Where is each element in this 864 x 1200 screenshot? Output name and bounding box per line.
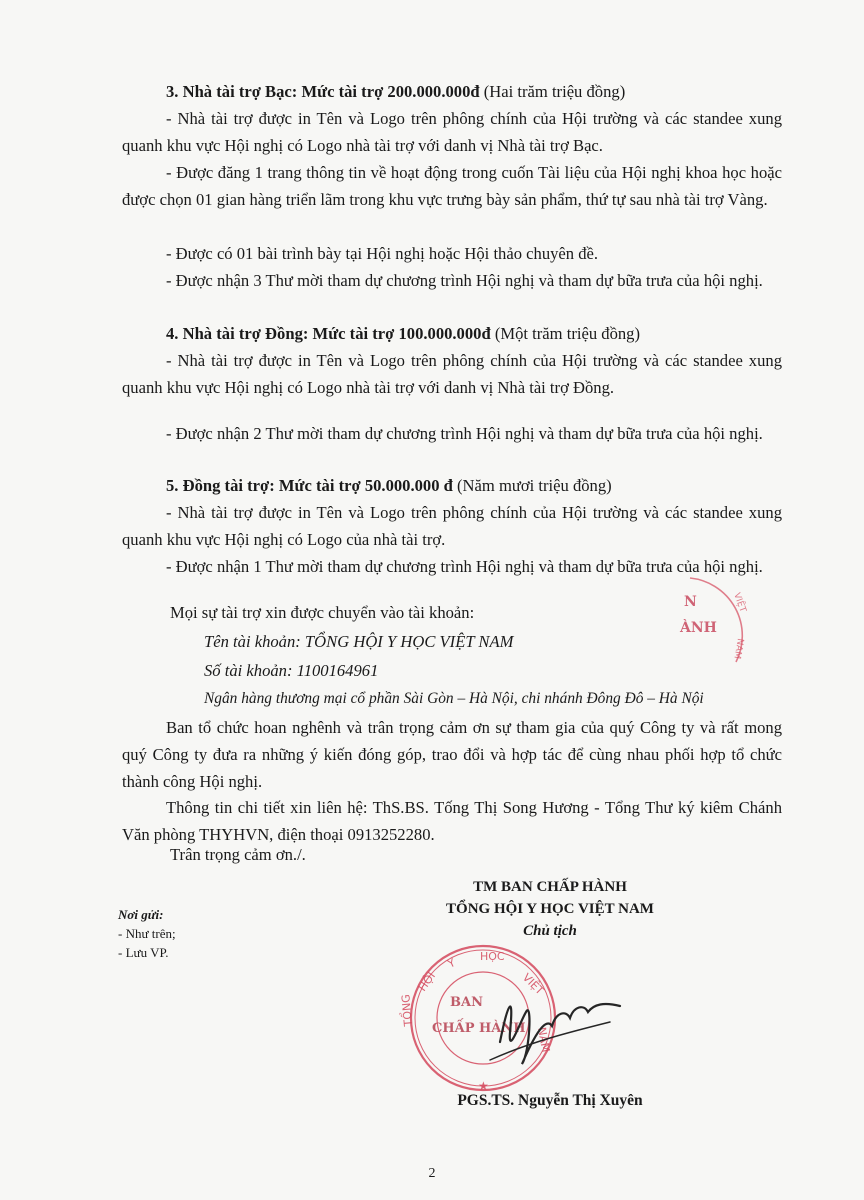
account-number: Số tài khoản: 1100164961 (204, 661, 379, 680)
handwritten-signature (470, 982, 630, 1072)
signature-line-3: Chủ tịch (523, 923, 577, 939)
section-4-heading: 4. Nhà tài trợ Đồng: Mức tài trợ 100.000.000đ (Một trăm triệu đồng) (166, 324, 640, 343)
recipients-title: Nơi gửi: (118, 907, 164, 922)
svg-text:TỔNG: TỔNG (399, 993, 415, 1027)
svg-text:★: ★ (478, 1079, 489, 1093)
section-3-item-1: - Nhà tài trợ được in Tên và Logo trên phông chính của Hội trường và các standee xung quanh khu vực Hội nghị có Logo nhà tài trợ với danh vị Nhà tài trợ Bạc. (122, 109, 782, 155)
seal-center-1: BAN (450, 995, 483, 1010)
recipients (118, 905, 176, 962)
svg-text:ÀNH: ÀNH (680, 620, 717, 636)
partial-seal (660, 566, 760, 676)
svg-text:VIỆT: VIỆT (519, 970, 547, 998)
recipient-item: - Lưu VP. (118, 945, 169, 960)
section-4-item-2: - Được nhận 2 Thư mời tham dự chương trình Hội nghị và tham dự bữa trưa của hội nghị. (166, 424, 763, 443)
thanks-paragraph: Ban tổ chức hoan nghênh và trân trọng cảm ơn sự tham gia của quý Công ty và rất mong quý Công ty đưa ra những ý kiến đóng góp, trao đổi và hợp tác để cùng nhau phối hợp tổ chức thành công Hội nghị. (122, 718, 782, 791)
section-3-item-3: - Được có 01 bài trình bày tại Hội nghị hoặc Hội thảo chuyên đề. (166, 244, 599, 263)
svg-text:NAM: NAM (731, 637, 745, 660)
bank-name: Ngân hàng thương mại cổ phần Sài Gòn – Hà Nội, chi nhánh Đông Đô – Hà Nội (204, 690, 704, 707)
contact-paragraph: Thông tin chi tiết xin liên hệ: ThS.BS. Tống Thị Song Hương - Tổng Thư ký kiêm Chánh Văn phòng THYHVN, điện thoại 0913252280. (122, 798, 782, 844)
recipient-item: - Như trên; (118, 926, 176, 941)
section-5-heading: 5. Đồng tài trợ: Mức tài trợ 50.000.000 đ (Năm mươi triệu đồng) (166, 476, 612, 495)
svg-text:NAM: NAM (535, 1026, 553, 1054)
signature-line-1: TM BAN CHẤP HÀNH (473, 879, 627, 895)
section-3-item-2: - Được đăng 1 trang thông tin về hoạt động trong cuốn Tài liệu của Hội nghị khoa học hoặc được chọn 01 gian hàng triển lãm trong khu vực trưng bày sản phẩm, thứ tự sau nhà tài trợ Vàng. (122, 163, 782, 209)
section-3-heading: 3. Nhà tài trợ Bạc: Mức tài trợ 200.000.000đ (Hai trăm triệu đồng) (166, 82, 626, 101)
regards: Trân trọng cảm ơn./. (170, 845, 306, 864)
signer-name: PGS.TS. Nguyễn Thị Xuyên (457, 1092, 643, 1109)
page-number: 2 (428, 1166, 436, 1181)
section-5-item-2: - Được nhận 1 Thư mời tham dự chương trình Hội nghị và tham dự bữa trưa của hội nghị. (166, 557, 763, 576)
svg-text:HỘI: HỘI (415, 969, 439, 994)
section-4-item-1: - Nhà tài trợ được in Tên và Logo trên phông chính của Hội trường và các standee xung quanh khu vực Hội nghị có Logo nhà tài trợ với danh vị Nhà tài trợ Đồng. (122, 351, 782, 397)
section-3-item-4: - Được nhận 3 Thư mời tham dự chương trình Hội nghị và tham dự bữa trưa của hội nghị. (166, 271, 763, 290)
section-5-item-1: - Nhà tài trợ được in Tên và Logo trên phông chính của Hội trường và các standee xung quanh khu vực Hội nghị có Logo của nhà tài trợ. (122, 503, 782, 549)
signature-line-2: TỔNG HỘI Y HỌC VIỆT NAM (446, 901, 654, 917)
signature-block (380, 876, 720, 942)
svg-text:Y: Y (445, 956, 458, 971)
account-name: Tên tài khoản: TỔNG HỘI Y HỌC VIỆT NAM (204, 632, 514, 651)
svg-text:VIỆT: VIỆT (731, 591, 748, 614)
svg-text:HỌC: HỌC (480, 950, 505, 963)
svg-text:N: N (684, 594, 697, 610)
seal-center-2: CHẤP HÀNH (432, 1021, 526, 1036)
transfer-intro: Mọi sự tài trợ xin được chuyển vào tài khoản: (170, 603, 475, 622)
